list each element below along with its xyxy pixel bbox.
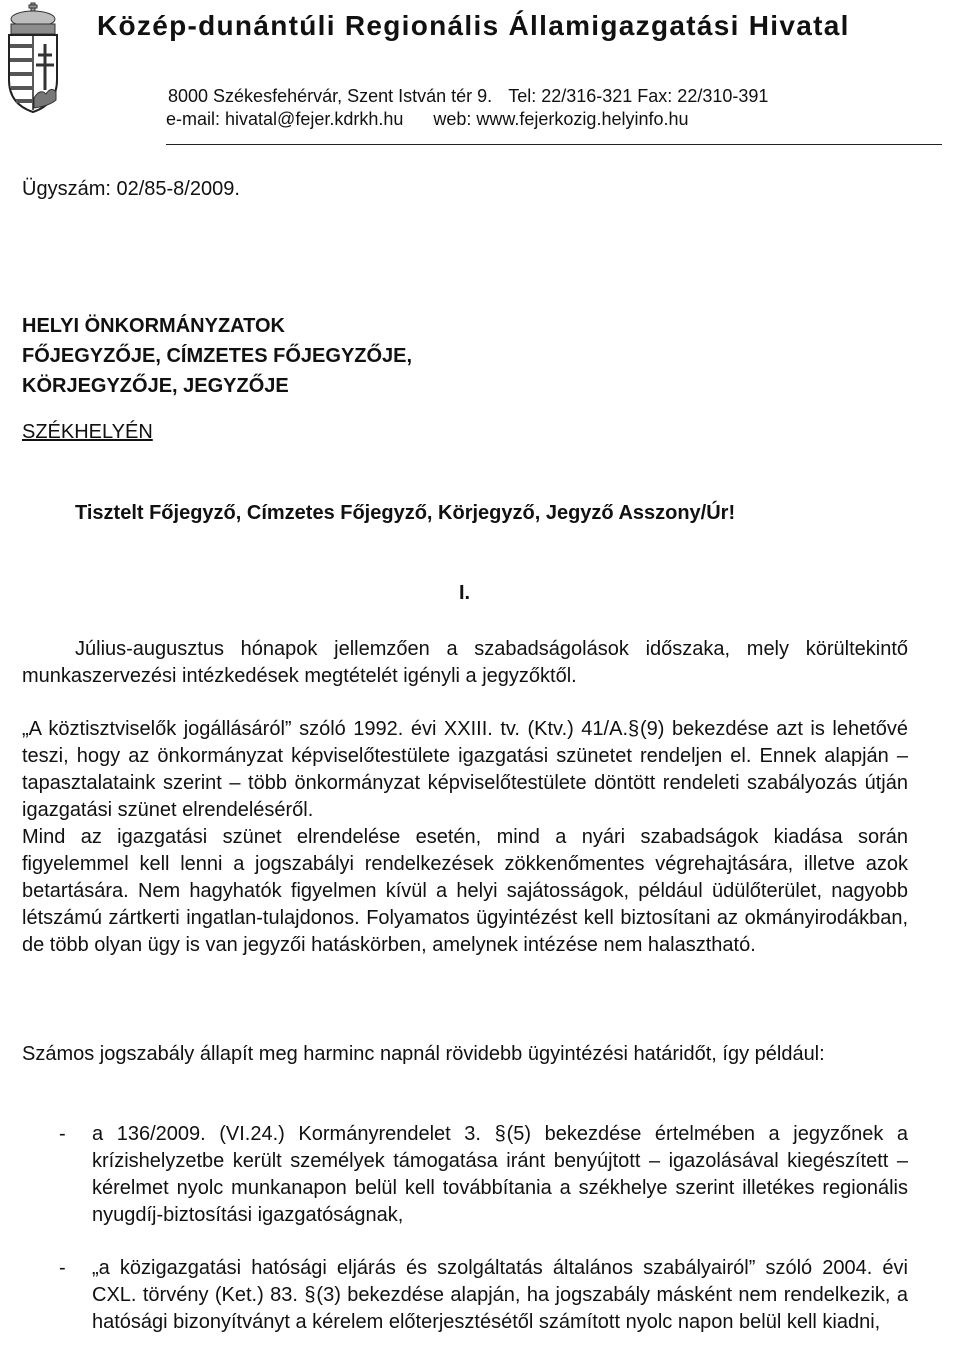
addressee-line-2: FŐJEGYZŐJE, CÍMZETES FŐJEGYZŐJE, — [22, 345, 413, 367]
paragraph-2-continued: Mind az igazgatási szünet elrendelése esetén, mind a nyári szabadságok kiadása során figyelemmel kell lenni a jogszabályi rendelkezések zökkenőmentes végrehajtására, illetve azok betartására. Nem hagyhatók figyelmen kívül a helyi sajátosságok, például üdülőterület, nagyobb létszámú zártkerti ingatlan-tulajdonos. Folyamatos ügyintézést kell biztosítani az okmányirodákban, de több olyan ügy is van jegyzői hatáskörben, amelynek intézése nem halasztható. — [22, 826, 908, 956]
contact-line-address — [168, 86, 768, 107]
list-item-rest: (3) bekezdése alapján, ha jogszabály másként nem rendelkezik, a hatósági bizonyítványt a kérelem előterjesztésétől számított nyolc napon belül kell kiadni, — [92, 1284, 909, 1333]
section-number: I. — [459, 582, 471, 604]
address-text: 8000 Székesfehérvár, Szent István tér 9. — [168, 86, 493, 106]
email-text: e-mail: hivatal@fejer.kdrkh.hu — [166, 109, 404, 129]
paragraph-2-rest: (9) bekezdése azt is lehetővé teszi, hogy az önkormányzat képviselőtestülete igazgatási szünetet rendeljen el. Ennek alapján – tapasztalataink szerint – több önkormányzat képviselőtestülete döntött rendeleti szabályozás útján igazgatási szünet elrendeléséről. — [22, 718, 908, 821]
list-dash: - — [59, 1123, 66, 1145]
paragraph-1: Július-augusztus hónapok jellemzően a szabadságolások időszaka, mely körültekintő munkaszervezési intézkedések megtételét igényli a jegyzőktől. — [22, 638, 908, 687]
section-sign-icon: § — [628, 718, 640, 740]
list-item — [22, 1255, 908, 1336]
addressee-block — [22, 311, 412, 401]
addressee-seat: SZÉKHELYÉN — [22, 421, 153, 443]
fax-text: Fax: 22/310-391 — [637, 86, 769, 106]
paragraph-2-lead: „A köztisztviselők jogállásáról” szóló 1992. évi XXIII. tv. (Ktv.) 41/A. — [22, 718, 629, 740]
list-dash: - — [59, 1257, 66, 1279]
list-item-lead: a 136/2009. (VI.24.) Kormányrendelet 3. — [92, 1123, 481, 1145]
list-item-lead: „a közigazgatási hatósági eljárás és szolgáltatás általános szabályairól” szóló 2004. évi CXL. törvény (Ket.) 83. — [92, 1257, 908, 1306]
addressee-line-3: KÖRJEGYZŐJE, JEGYZŐJE — [22, 375, 289, 397]
list-item — [22, 1121, 908, 1229]
salutation: Tisztelt Főjegyző, Címzetes Főjegyző, Körjegyző, Jegyző Asszony/Úr! — [75, 502, 736, 524]
header-divider — [166, 144, 942, 145]
paragraph-2 — [22, 716, 908, 959]
addressee-line-1: HELYI ÖNKORMÁNYZATOK — [22, 315, 285, 337]
phone-text: Tel: 22/316-321 — [508, 86, 633, 106]
section-sign-icon: § — [494, 1123, 506, 1145]
list-item-text — [92, 1255, 908, 1336]
list-item-rest: (5) bekezdése értelmében a jegyzőnek a krízishelyzetbe került személyek támogatása iránt benyújtott – igazolásával kiegészített – kérelmet nyolc munkanapon belül kell továbbítania a székhelye szerint illetékes regionális nyugdíj-biztosítási igazgatóságnak, — [92, 1123, 909, 1226]
hungarian-coat-of-arms-icon — [4, 2, 62, 114]
section-sign-icon: § — [304, 1284, 316, 1306]
contact-line-web — [166, 109, 689, 130]
case-number: Ügyszám: 02/85-8/2009. — [22, 178, 240, 200]
list-item-text — [92, 1121, 908, 1229]
organization-title: Közép-dunántúli Regionális Államigazgatási Hivatal — [97, 10, 850, 41]
paragraph-3: Számos jogszabály állapít meg harminc napnál rövidebb ügyintézési határidőt, így például: — [22, 1043, 825, 1065]
web-text: web: www.fejerkozig.helyinfo.hu — [433, 109, 689, 129]
